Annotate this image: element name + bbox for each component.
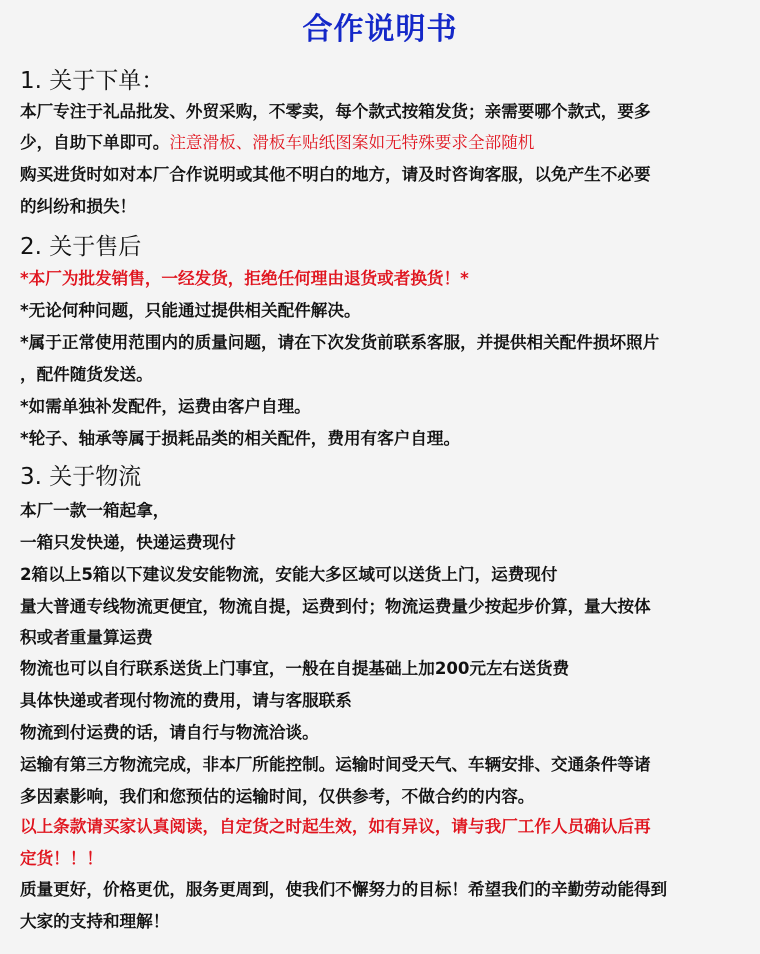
logistics-line-2: 一箱只发快递，快递运费现付: [20, 533, 236, 552]
section-heading-order: 1. 关于下单：: [20, 68, 165, 94]
section-heading-logistics: 3. 关于物流: [20, 464, 142, 490]
logistics-line-3: 2箱以上5箱以下建议发安能物流，安能大多区域可以送货上门，运费现付: [20, 565, 558, 584]
logistics-line-8: 物流到付运费的话，请自行与物流洽谈。: [20, 723, 319, 742]
section-heading-after-sales: 2. 关于售后: [20, 234, 142, 260]
logistics-line-10: 多因素影响，我们和您预估的运输时间，仅供参考，不做合约的内容。: [20, 787, 535, 806]
order-line-2-notice: 注意滑板、滑板车贴纸图案如无特殊要求全部随机: [169, 133, 535, 152]
logistics-line-13: 质量更好，价格更优，服务更周到，使我们不懈努力的目标！希望我们的辛勤劳动能得到: [20, 880, 668, 899]
after-sales-line-4: ，配件随货发送。: [20, 365, 153, 384]
logistics-line-5: 积或者重量算运费: [20, 628, 153, 647]
logistics-line-7: 具体快递或者现付物流的费用，请与客服联系: [20, 691, 352, 710]
after-sales-line-2: *无论何种问题，只能通过提供相关配件解决。: [20, 301, 361, 320]
after-sales-line-3: *属于正常使用范围内的质量问题，请在下次发货前联系客服，并提供相关配件损坏照片: [20, 333, 660, 352]
logistics-line-14: 大家的支持和理解！: [20, 912, 170, 931]
logistics-line-6: 物流也可以自行联系送货上门事宜，一般在自提基础上加200元左右送货费: [20, 659, 570, 678]
after-sales-line-5: *如需单独补发配件，运费由客户自理。: [20, 397, 311, 416]
logistics-line-9: 运输有第三方物流完成，非本厂所能控制。运输时间受天气、车辆安排、交通条件等诸: [20, 755, 651, 774]
logistics-line-11: 以上条款请买家认真阅读，自定货之时起生效，如有异议，请与我厂工作人员确认后再: [20, 817, 651, 836]
logistics-line-4: 量大普通专线物流更便宜，物流自提，运费到付；物流运费量少按起步价算，量大按体: [20, 597, 651, 616]
order-line-4: 的纠纷和损失！: [20, 197, 137, 216]
logistics-line-12: 定货！！！: [20, 849, 103, 868]
order-line-2: [20, 132, 534, 154]
logistics-line-1: 本厂一款一箱起拿，: [20, 501, 170, 520]
after-sales-line-1: *本厂为批发销售，一经发货，拒绝任何理由退货或者换货！*: [20, 269, 469, 288]
order-line-3: 购买进货时如对本厂合作说明或其他不明白的地方，请及时咨询客服，以免产生不必要: [20, 165, 651, 184]
after-sales-line-6: *轮子、轴承等属于损耗品类的相关配件，费用有客户自理。: [20, 429, 461, 448]
page-title: 合作说明书: [302, 12, 458, 47]
order-line-1: 本厂专注于礼品批发、外贸采购，不零卖，每个款式按箱发货；亲需要哪个款式，要多: [20, 102, 651, 121]
order-line-2-text: 少，自助下单即可。: [20, 133, 170, 152]
